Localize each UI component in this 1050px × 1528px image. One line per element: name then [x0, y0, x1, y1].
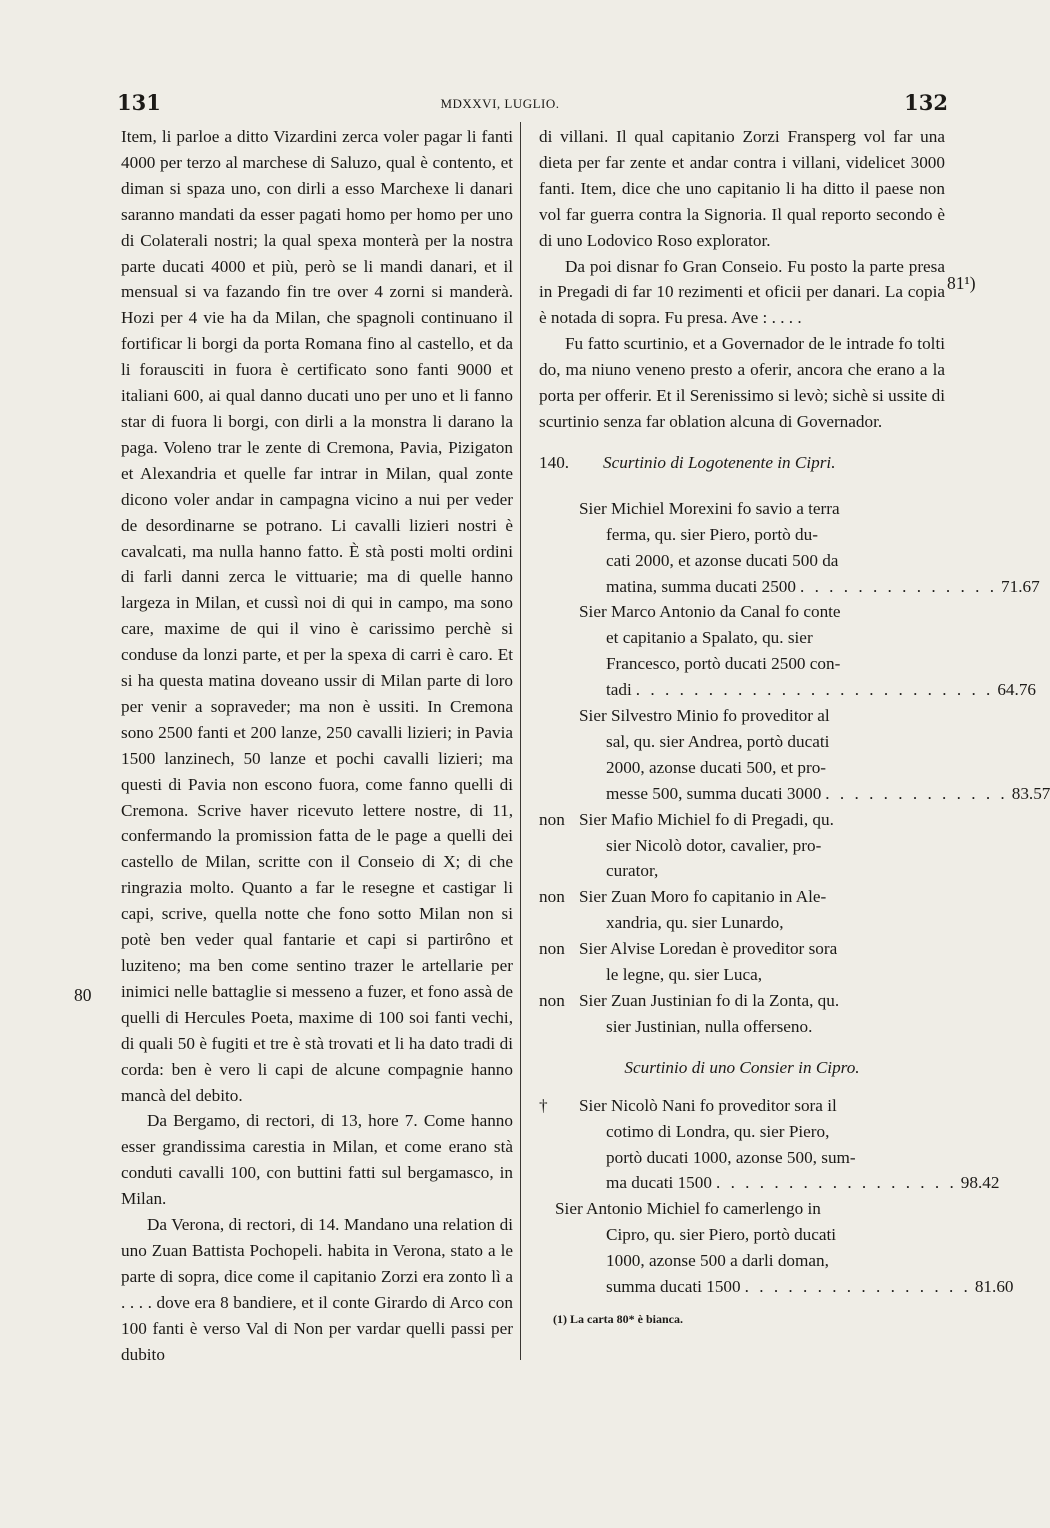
ballot-line: tadi [606, 680, 632, 700]
leader-dots: . . . . . . . . . . . . . . . . . [715, 1173, 957, 1193]
right-paragraph: Fu fatto scurtinio, et a Governador de le intrade fo tolti do, ma niuno veneno presto a oferir, ancora che erano a la porta per offerir. Et il Serenissimo si levò; sichè si ussite di scurtinio senza far oblation alcuna di Governador. [539, 334, 945, 431]
ballot-line: ma ducati 1500 [606, 1173, 712, 1193]
subsection-title: Scurtinio di uno Consier in Cipro. [624, 1057, 860, 1077]
ballot-score: 83.57 [1011, 783, 1050, 803]
ballot-line: ferma, qu. sier Piero, portò du- [606, 524, 818, 544]
ballot-entry [539, 988, 945, 1040]
ballot-line: Francesco, portò ducati 2500 con- [606, 654, 841, 674]
ballot-entry [539, 936, 945, 988]
margin-folio-right: 81¹) [947, 273, 976, 293]
page-number-right: 132 [904, 90, 948, 115]
ballot-result-line [579, 1170, 1000, 1196]
leader-dots: . . . . . . . . . . . . . [825, 783, 1008, 803]
right-paragraph: di villani. Il qual capitanio Zorzi Fransperg vol far una dieta per far zente et andar contra i villani, videlicet 3000 fanti. Item, dice che uno capitanio li ha ditto il paese non vol far guerra contra la Signoria. Il qual reporto secondo è di uno Lodovico Roso explorator. [539, 127, 945, 250]
ballot-result-line [579, 781, 1050, 807]
ballot-mark: non [539, 991, 565, 1010]
running-head [0, 90, 1000, 120]
ballot-line: 2000, azonse ducati 500, et pro- [606, 757, 827, 777]
ballot-line: Sier Antonio Michiel fo camerlengo in [555, 1199, 821, 1219]
ballot-entry [539, 1093, 1000, 1197]
column-divider [520, 122, 521, 1360]
ballot-line: Sier Alvise Loredan è proveditor sora [579, 939, 838, 959]
leader-dots: . . . . . . . . . . . . . . . . . . . . . . . . . [635, 680, 994, 700]
section-heading [539, 450, 945, 476]
running-title: MDXXVI, LUGLIO. [440, 96, 560, 111]
ballot-line: Sier Nicolò Nani fo proveditor sora il [579, 1095, 837, 1115]
ballot-line: 1000, azonse 500 a darli doman, [606, 1251, 829, 1271]
ballot-line: Sier Michiel Morexini fo savio a terra [579, 498, 840, 518]
ballot-mark: non [539, 887, 565, 907]
section-title: Scurtinio di Logotenente in Cipri. [603, 452, 836, 472]
ballot-result-line [579, 574, 1040, 600]
ballot-line: summa ducati 1500 [606, 1277, 741, 1297]
ballot-entry [539, 807, 945, 885]
ballot-line: Sier Silvestro Minio fo proveditor al [579, 706, 830, 726]
ballot-line: Sier Zuan Justinian fo di la Zonta, qu. [579, 991, 840, 1010]
ballot-line: portò ducati 1000, azonse 500, sum- [606, 1147, 856, 1167]
page-number-left: 131 [117, 90, 161, 115]
ballot-line: cotimo di Londra, qu. sier Piero, [606, 1121, 830, 1141]
ballot-mark: non [539, 809, 565, 829]
ballot-entry [539, 496, 1040, 600]
ballot-entry [539, 599, 1036, 703]
ballot-line: sal, qu. sier Andrea, portò ducati [606, 731, 830, 751]
ballot-line: xandria, qu. sier Lunardo, [606, 913, 784, 933]
ballot-line: Sier Zuan Moro fo capitanio in Ale- [579, 887, 827, 907]
ballot-line: sier Justinian, nulla offerseno. [606, 1016, 813, 1036]
left-column [121, 124, 513, 1368]
ballot-result-line [579, 677, 1036, 703]
ballot-entry [539, 703, 1050, 807]
ballot-score: 98.42 [960, 1173, 1000, 1193]
left-paragraph: Da Bergamo, di rectori, di 13, hore 7. Come hanno esser grandissima carestia in Milan, et come erano stà conduti cavalli 100, con buttini fatti sul bergamasco, in Milan. [121, 1111, 513, 1209]
ballot-entry [539, 884, 945, 936]
left-paragraph: Da Verona, di rectori, di 14. Mandano una relation di uno Zuan Battista Pochopeli. habita in Verona, stato a le parte di sopra, dice come il capitanio Zorzi era zonto lì a . . . . dove era 8 bandiere, et il conte Girardo di Arco con 100 fanti è verso Val di Non per vardar quelli passi per dubito [121, 1215, 513, 1364]
ballot-line: et capitanio a Spalato, qu. sier [606, 628, 813, 648]
subsection-heading [539, 1055, 945, 1081]
right-paragraph: Da poi disnar fo Gran Conseio. Fu posto la parte presa in Pregadi di far 10 rezimenti et oficii per danari. La copia è notada di sopra. Fu presa. Ave : . . . . [539, 256, 945, 328]
ballot-list [539, 1093, 1014, 1300]
leader-dots: . . . . . . . . . . . . . . [799, 576, 997, 596]
ballot-list [539, 496, 1050, 1040]
ballot-line: Sier Mafio Michiel fo di Pregadi, qu. [579, 809, 834, 829]
ballot-line: Cipro, qu. sier Piero, portò ducati [606, 1225, 837, 1245]
leader-dots: . . . . . . . . . . . . . . . . [744, 1277, 971, 1297]
ballot-line: messe 500, summa ducati 3000 [606, 783, 822, 803]
left-paragraph: Item, li parloe a ditto Vizardini zerca voler pagar li fanti 4000 per terzo al marchese di Saluzo, qual è contento, et diman si spaza uno, con dirli a esso Marchexe li danari saranno mandati da esser pagati homo per homo per uno di Colaterali nostri; la qual spexa monterà per la nostra parte ducati 4000 et più, però se li mandi danari, et il mensual si va fazando fin tre over 4 zorni si manderà. Hozi per 4 vie ha da Milan, che spagnoli continuano il fortificar li borgi da porta Romana fino al castello, et da li forausciti in fuora è certificato sono fanti 9000 et italiani 600, ai qual danno ducati uno per uno et li fanno star di fuora li borgi, con dirli a la monstra li darano la paga. Voleno trar le zente di Cremona, Pavia, Pizigaton et Alexandria et quelle far intrar in Milan, qual zonte dicono voler andar in campagna vicino a nui per veder de desordinarne se potrano. Li cavalli lizieri nostri è cavalcati, ma nulla hanno fatto. È stà posti molti ordini di farli danni zerca le vittuarie; ma di quelle hanno largeza in Milan, et cussì noi di qui in campo, ma sono care, maxime de qui il vino è carissimo perchè si conduse da lonzi parte, et per la spexa di carri è caro. Et si ha questa matina doveano ussir di Milan parte di loro per venir a sopraveder; ma non è ussiti. In Cremona sono 2500 fanti et 200 lanze, 250 cavalli lizieri; in Pavia 1500 lanzinech, 50 lanze et pochi cavalli lizieri; ma questi di Pavia non escono fuora, come fanno quelli di Cremona. Scrive haver ricevuto lettere nostre, di 11, confermando la promission fatta de le page a quelli dei castello de Milan, scritte con il Conseio di X; di che ringrazia molto. Quanto a far le resegne et castigar li capi, scrive, quella notte che fono sotto Milan non si potè ben veder qual fantarie et capi si partirôno et luziteno; ma ben come sentino trazer le artellarie per inimici nelle battaglie si messeno a fuzer, et fono assà de quelli di Hercules Poeta, maxime di 100 soi fanti vechi, di quali 50 è fugiti et tre è stà trovati et li ha dato tradi di corda: ben è vero li capi de alcune compagnie hanno mancà del debito. [121, 127, 513, 1105]
ballot-mark: non [539, 939, 565, 959]
section-number: 140. [539, 452, 570, 472]
ballot-line: sier Nicolò dotor, cavalier, pro- [606, 835, 822, 855]
ballot-score: 64.76 [997, 680, 1036, 700]
ballot-line: le legne, qu. sier Luca, [606, 965, 763, 985]
ballot-line: cati 2000, et azonse ducati 500 da [606, 550, 839, 570]
ballot-line: Sier Marco Antonio da Canal fo conte [579, 602, 841, 622]
ballot-entry [539, 1196, 1014, 1300]
ballot-line: curator, [606, 861, 659, 881]
margin-folio-left: 80 [74, 985, 92, 1005]
footnote: (1) La carta 80* è bianca. [553, 1311, 683, 1326]
ballot-line: matina, summa ducati 2500 [606, 576, 796, 596]
ballot-score: 81.60 [974, 1277, 1014, 1297]
ballot-score: 71.67 [1001, 576, 1040, 596]
ballot-mark: † [539, 1095, 548, 1115]
ballot-result-line [555, 1274, 1014, 1300]
